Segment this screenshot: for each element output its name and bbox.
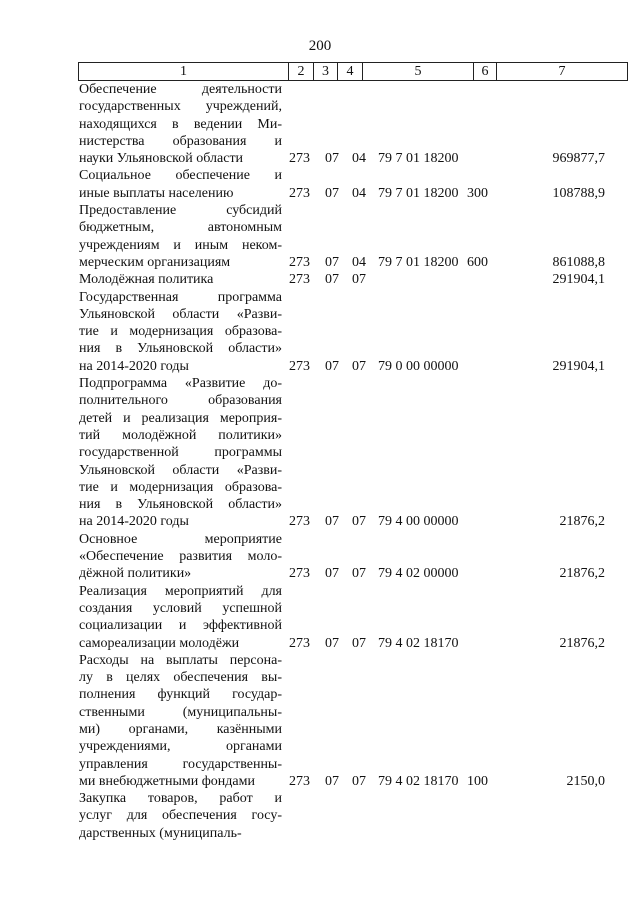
amount: 969877,7 xyxy=(552,151,605,167)
table-row xyxy=(0,583,640,652)
table-row xyxy=(0,375,640,531)
code-pr: 04 xyxy=(352,185,366,201)
description-line: Обеспечение деятельности xyxy=(79,82,282,97)
code-pr: 04 xyxy=(352,151,366,167)
description-line: Ульяновской области «Разви- xyxy=(79,462,282,478)
code-csr: 79 0 00 00000 xyxy=(378,358,459,374)
header-col-4: 4 xyxy=(337,62,363,81)
description-line: полнительного образования xyxy=(79,393,282,409)
description-line: Подпрограмма «Развитие до- xyxy=(79,376,282,392)
code-rz: 07 xyxy=(325,151,339,167)
table-header xyxy=(78,62,628,81)
code-csr: 79 7 01 18200 xyxy=(378,254,459,270)
code-rz: 07 xyxy=(325,635,339,651)
table-row xyxy=(0,81,640,167)
description-line: полнения функций государ- xyxy=(79,687,282,703)
amount: 861088,8 xyxy=(552,254,605,270)
code-vr: 300 xyxy=(467,185,488,201)
description-line: Государственная программа xyxy=(79,289,282,305)
code-csr: 79 4 02 18170 xyxy=(378,773,459,789)
header-col-7: 7 xyxy=(496,62,628,81)
description-line: самореализации молодёжи xyxy=(79,635,240,651)
code-ved: 273 xyxy=(289,272,310,288)
code-pr: 04 xyxy=(352,254,366,270)
description-line: создания условий успешной xyxy=(79,600,282,616)
amount: 21876,2 xyxy=(559,635,605,651)
description-line: ния в Ульяновской области» xyxy=(79,341,282,357)
description-line: учреждениями, органами xyxy=(79,739,282,755)
description-line: управления государственны- xyxy=(79,756,282,772)
description-line: ми) органами, казёнными xyxy=(79,721,282,737)
description-line: нистерства образования и xyxy=(79,133,282,149)
description-line: тие и модернизация образова- xyxy=(79,479,282,495)
row-description xyxy=(79,583,282,652)
table-row xyxy=(0,271,640,288)
amount: 21876,2 xyxy=(559,566,605,582)
description-line: учреждениям и иным неком- xyxy=(79,237,282,253)
code-ved: 273 xyxy=(289,514,310,530)
table-row xyxy=(0,289,640,375)
table-row xyxy=(0,790,640,842)
amount: 291904,1 xyxy=(552,272,605,288)
row-description xyxy=(79,167,282,202)
row-description xyxy=(79,375,282,531)
code-pr: 07 xyxy=(352,566,366,582)
code-csr: 79 7 01 18200 xyxy=(378,151,459,167)
description-line: тий молодёжной политики» xyxy=(79,427,282,443)
description-line: Реализация мероприятий для xyxy=(79,583,282,599)
description-line: дёжной политики» xyxy=(79,566,192,582)
code-ved: 273 xyxy=(289,358,310,374)
code-csr: 79 4 00 00000 xyxy=(378,514,459,530)
table-body xyxy=(0,81,640,842)
header-col-6: 6 xyxy=(473,62,497,81)
code-csr: 79 4 02 18170 xyxy=(378,635,459,651)
code-ved: 273 xyxy=(289,566,310,582)
code-pr: 07 xyxy=(352,635,366,651)
header-col-3: 3 xyxy=(313,62,338,81)
table-row xyxy=(0,652,640,790)
code-vr: 600 xyxy=(467,254,488,270)
description-line: Закупка товаров, работ и xyxy=(79,791,282,807)
code-pr: 07 xyxy=(352,773,366,789)
row-description xyxy=(79,289,282,375)
page-number: 200 xyxy=(308,38,332,54)
amount: 2150,0 xyxy=(566,773,605,789)
code-vr: 100 xyxy=(467,773,488,789)
table-row xyxy=(0,167,640,202)
code-pr: 07 xyxy=(352,358,366,374)
description-line: находящихся в ведении Ми- xyxy=(79,116,282,132)
code-ved: 273 xyxy=(289,773,310,789)
description-line: государственных учреждений, xyxy=(79,99,282,115)
row-description xyxy=(79,531,282,583)
description-line: государственной программы xyxy=(79,445,282,461)
description-line: Основное мероприятие xyxy=(79,531,282,547)
description-line: услуг для обеспечения госу- xyxy=(79,808,282,824)
description-line: детей и реализация мероприя- xyxy=(79,410,282,426)
code-rz: 07 xyxy=(325,358,339,374)
code-rz: 07 xyxy=(325,514,339,530)
code-ved: 273 xyxy=(289,254,310,270)
amount: 291904,1 xyxy=(552,358,605,374)
description-line: бюджетным, автономным xyxy=(79,220,282,236)
description-line: ния в Ульяновской области» xyxy=(79,497,282,513)
code-rz: 07 xyxy=(325,254,339,270)
row-description xyxy=(79,652,282,790)
code-csr: 79 7 01 18200 xyxy=(378,185,459,201)
description-line: Предоставление субсидий xyxy=(79,203,282,219)
description-line: социализации и эффективной xyxy=(79,618,282,634)
code-pr: 07 xyxy=(352,514,366,530)
description-line: на 2014-2020 годы xyxy=(79,358,189,374)
header-col-5: 5 xyxy=(362,62,474,81)
description-line: «Обеспечение развития моло- xyxy=(79,549,282,565)
amount: 21876,2 xyxy=(559,514,605,530)
header-col-2: 2 xyxy=(288,62,314,81)
table-row xyxy=(0,531,640,583)
table-row xyxy=(0,202,640,271)
code-rz: 07 xyxy=(325,566,339,582)
description-line: ми внебюджетными фондами xyxy=(79,773,255,789)
code-rz: 07 xyxy=(325,773,339,789)
header-col-1: 1 xyxy=(78,62,289,81)
code-rz: 07 xyxy=(325,185,339,201)
description-line: лу в целях обеспечения вы- xyxy=(79,670,282,686)
description-line: мерческим организациям xyxy=(79,254,231,270)
description-line: Молодёжная политика xyxy=(79,272,214,288)
description-line: тие и модернизация образова- xyxy=(79,324,282,340)
code-pr: 07 xyxy=(352,272,366,288)
code-rz: 07 xyxy=(325,272,339,288)
description-line: науки Ульяновской области xyxy=(79,151,244,167)
code-ved: 273 xyxy=(289,151,310,167)
code-csr: 79 4 02 00000 xyxy=(378,566,459,582)
description-line: ственными (муниципальны- xyxy=(79,704,282,720)
description-line: дарственных (муниципаль- xyxy=(79,825,242,841)
row-description xyxy=(79,790,282,842)
row-description xyxy=(79,202,282,271)
description-line: иные выплаты населению xyxy=(79,185,234,201)
description-line: Ульяновской области «Разви- xyxy=(79,306,282,322)
code-ved: 273 xyxy=(289,185,310,201)
description-line: Расходы на выплаты персона- xyxy=(79,652,282,668)
amount: 108788,9 xyxy=(552,185,605,201)
description-line: на 2014-2020 годы xyxy=(79,514,189,530)
row-description xyxy=(79,271,282,288)
row-description xyxy=(79,81,282,167)
code-ved: 273 xyxy=(289,635,310,651)
description-line: Социальное обеспечение и xyxy=(79,168,282,184)
